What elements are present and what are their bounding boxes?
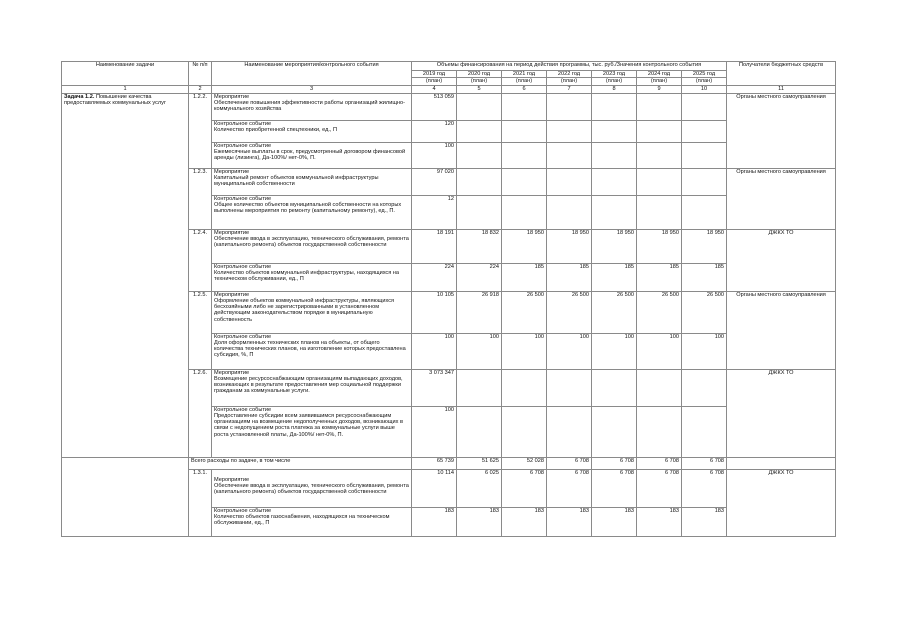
value-cell <box>547 120 592 142</box>
event-cell <box>212 195 412 229</box>
header-year-2025 <box>682 71 727 86</box>
total-recipient <box>727 457 836 469</box>
year-label: 2025 год <box>682 71 726 78</box>
value-cell: 18 950 <box>637 229 682 263</box>
event-cell <box>212 93 412 120</box>
event-text: Контрольное событие Предоставление субсидии всем заявившимся ресурсоснабжающим организациям на возмещение недополученных доходов, возникающих в связи с недопущением роста платежа за коммунальные услуги выше роста установленной платы, Да-100%/ нет-0%, П. <box>214 406 403 438</box>
value-cell: 18 950 <box>502 229 547 263</box>
event-cell <box>212 263 412 291</box>
event-text: Контрольное событие Ежемесячные выплаты в срок, предусмотренный договором финансовой аренды (лизинга), Да-100%/ нет-0%, П. <box>214 142 406 162</box>
value-cell: 100 <box>412 406 457 457</box>
value-cell <box>637 195 682 229</box>
event-text: Контрольное событие Количество приобретенной спецтехники, ед., П <box>214 120 338 133</box>
header-year-2020 <box>457 71 502 86</box>
value-cell: 183 <box>682 507 727 536</box>
value-cell: 100 <box>637 333 682 369</box>
value-cell <box>637 93 682 120</box>
value-cell: 185 <box>547 263 592 291</box>
value-cell <box>547 369 592 406</box>
year-label: 2019 год <box>412 71 456 78</box>
header-year-2024 <box>637 71 682 86</box>
value-cell <box>457 142 502 168</box>
total-value: 6 708 <box>592 457 637 469</box>
year-plan: (план) <box>695 78 713 85</box>
header-year-2019 <box>412 71 457 86</box>
value-cell: 185 <box>502 263 547 291</box>
value-cell: 10 105 <box>412 291 457 333</box>
value-cell: 120 <box>412 120 457 142</box>
event-cell <box>212 291 412 333</box>
value-cell: 18 832 <box>457 229 502 263</box>
value-cell: 6 025 <box>457 469 502 507</box>
column-number: 3 <box>212 85 412 93</box>
value-cell <box>637 142 682 168</box>
value-cell <box>637 168 682 195</box>
value-cell <box>457 168 502 195</box>
event-text: Мероприятие Капитальный ремонт объектов коммунальной инфраструктуры муниципальной собственности <box>214 168 379 188</box>
value-cell <box>592 93 637 120</box>
value-cell: 513 059 <box>412 93 457 120</box>
item-number: 1.3.1. <box>189 469 212 536</box>
event-cell <box>212 168 412 195</box>
year-plan: (план) <box>650 78 668 85</box>
value-cell: 26 500 <box>637 291 682 333</box>
value-cell: 183 <box>592 507 637 536</box>
total-value: 6 708 <box>547 457 592 469</box>
total-label: Всего расходы по задаче, в том числе <box>189 457 412 469</box>
header-year-2021 <box>502 71 547 86</box>
year-plan: (план) <box>560 78 578 85</box>
header-funding: Объемы финансирования на период действия программы, тыс. руб./Значения контрольного события <box>412 62 727 71</box>
value-cell: 185 <box>637 263 682 291</box>
event-cell <box>212 229 412 263</box>
value-cell: 100 <box>457 333 502 369</box>
task-1-2-title <box>62 93 189 457</box>
value-cell: 100 <box>412 333 457 369</box>
total-value: 6 708 <box>637 457 682 469</box>
task-title: Повышение качества предоставляемых коммунальных услуг <box>64 93 167 106</box>
event-text: Контрольное событие Количество объектов газоснабжения, находящихся на техническом обслуживании, ед., П <box>214 507 390 527</box>
column-number: 10 <box>682 85 727 93</box>
table-row <box>62 93 836 120</box>
value-cell: 224 <box>457 263 502 291</box>
header-row <box>62 62 836 71</box>
column-number: 9 <box>637 85 682 93</box>
event-text: Мероприятие Обеспечение ввода в эксплуатацию, технического обслуживания, ремонта (капитального ремонта) объектов государственной собственности <box>214 229 409 249</box>
value-cell: 100 <box>547 333 592 369</box>
value-cell: 183 <box>637 507 682 536</box>
year-label: 2020 год <box>457 71 501 78</box>
recipient-cell: ДЖКХ ТО <box>727 469 836 536</box>
value-cell <box>457 406 502 457</box>
value-cell: 185 <box>682 263 727 291</box>
value-cell: 10 114 <box>412 469 457 507</box>
header-number: № п/п <box>189 62 212 86</box>
total-value: 51 625 <box>457 457 502 469</box>
event-cell <box>212 142 412 168</box>
year-label: 2022 год <box>547 71 591 78</box>
total-row <box>62 457 836 469</box>
header-year-2023 <box>592 71 637 86</box>
value-cell <box>457 369 502 406</box>
value-cell <box>592 406 637 457</box>
item-number: 1.2.2. <box>189 93 212 168</box>
value-cell: 26 918 <box>457 291 502 333</box>
value-cell <box>682 93 727 120</box>
value-cell <box>682 120 727 142</box>
event-text: Мероприятие Обеспечение повышения эффективности работы организаций жилищно-коммунального хозяйства <box>214 93 405 113</box>
item-number: 1.2.4. <box>189 229 212 291</box>
value-cell: 100 <box>412 142 457 168</box>
event-cell <box>212 333 412 369</box>
value-cell <box>502 369 547 406</box>
event-cell <box>212 369 412 406</box>
value-cell: 18 950 <box>592 229 637 263</box>
value-cell <box>457 195 502 229</box>
value-cell <box>502 93 547 120</box>
value-cell <box>457 120 502 142</box>
value-cell: 26 500 <box>592 291 637 333</box>
recipient-cell: Органы местного самоуправления <box>727 291 836 369</box>
value-cell <box>637 369 682 406</box>
value-cell: 12 <box>412 195 457 229</box>
event-text: Мероприятие Возмещение ресурсоснабжающим организациям выпадающих доходов, возникающих в результате предоставления мер социальной поддержки гражданам за коммунальные услуги. <box>214 369 403 395</box>
value-cell <box>502 406 547 457</box>
event-cell <box>212 507 412 536</box>
value-cell <box>547 406 592 457</box>
value-cell <box>592 142 637 168</box>
value-cell: 224 <box>412 263 457 291</box>
value-cell <box>547 93 592 120</box>
item-number: 1.2.5. <box>189 291 212 369</box>
event-text: Контрольное событие Доля оформленных технических планов на объекты, от общего количества технических планов, на изготовление которых предоставлена субсидия, %, П <box>214 333 406 359</box>
recipient-cell: ДЖКХ ТО <box>727 229 836 291</box>
event-text: Мероприятие Обеспечение ввода в эксплуатацию, технического обслуживания, ремонта (капитального ремонта) объектов государственной собственности <box>214 476 409 496</box>
total-value: 6 708 <box>682 457 727 469</box>
value-cell <box>682 369 727 406</box>
value-cell: 18 950 <box>547 229 592 263</box>
event-cell <box>212 469 412 507</box>
event-cell <box>212 120 412 142</box>
value-cell: 100 <box>502 333 547 369</box>
year-plan: (план) <box>515 78 533 85</box>
total-value: 52 028 <box>502 457 547 469</box>
value-cell <box>592 120 637 142</box>
year-label: 2023 год <box>592 71 636 78</box>
item-number: 1.2.3. <box>189 168 212 229</box>
value-cell <box>502 168 547 195</box>
value-cell <box>502 120 547 142</box>
value-cell: 185 <box>592 263 637 291</box>
year-label: 2024 год <box>637 71 681 78</box>
total-value: 65 739 <box>412 457 457 469</box>
value-cell <box>637 120 682 142</box>
event-cell <box>212 406 412 457</box>
value-cell <box>502 195 547 229</box>
value-cell <box>457 93 502 120</box>
value-cell <box>682 142 727 168</box>
event-text: Мероприятие Оформление объектов коммунальной инфраструктуры, являющихся бесхозяйными либо не зарегистрированными в установленном действующим законодательством порядке в муниципальную собственность <box>214 291 395 323</box>
column-number: 6 <box>502 85 547 93</box>
column-number: 5 <box>457 85 502 93</box>
task-number: Задача 1.2. <box>64 93 95 100</box>
item-number: 1.2.6. <box>189 369 212 457</box>
value-cell <box>592 369 637 406</box>
year-plan: (план) <box>425 78 443 85</box>
year-plan: (план) <box>605 78 623 85</box>
value-cell <box>682 168 727 195</box>
value-cell <box>547 195 592 229</box>
value-cell: 6 708 <box>592 469 637 507</box>
column-number: 2 <box>189 85 212 93</box>
value-cell: 183 <box>412 507 457 536</box>
column-number-row <box>62 85 836 93</box>
event-text: Контрольное событие Общее количество объектов муниципальной собственности на которых выполнены мероприятия по ремонту (капитальному ремонту), ед., П. <box>214 195 402 215</box>
value-cell: 183 <box>457 507 502 536</box>
recipient-cell: Органы местного самоуправления <box>727 168 836 229</box>
value-cell: 18 950 <box>682 229 727 263</box>
year-plan: (план) <box>470 78 488 85</box>
value-cell <box>682 195 727 229</box>
value-cell <box>637 406 682 457</box>
recipient-cell: ДЖКХ ТО <box>727 369 836 457</box>
value-cell <box>682 406 727 457</box>
value-cell <box>547 168 592 195</box>
value-cell <box>592 195 637 229</box>
value-cell <box>502 142 547 168</box>
value-cell: 6 708 <box>637 469 682 507</box>
header-recipients: Получатели бюджетных средств <box>727 62 836 86</box>
value-cell: 97 020 <box>412 168 457 195</box>
value-cell: 26 500 <box>547 291 592 333</box>
value-cell: 6 708 <box>502 469 547 507</box>
task-1-3-title <box>62 457 189 536</box>
year-label: 2021 год <box>502 71 546 78</box>
value-cell: 100 <box>682 333 727 369</box>
value-cell: 6 708 <box>682 469 727 507</box>
header-task-name: Наименование задачи <box>62 62 189 86</box>
value-cell: 100 <box>592 333 637 369</box>
column-number: 1 <box>62 85 189 93</box>
value-cell <box>592 168 637 195</box>
column-number: 4 <box>412 85 457 93</box>
value-cell: 26 500 <box>682 291 727 333</box>
column-number: 8 <box>592 85 637 93</box>
value-cell: 183 <box>502 507 547 536</box>
value-cell <box>547 142 592 168</box>
value-cell: 183 <box>547 507 592 536</box>
value-cell: 3 073 347 <box>412 369 457 406</box>
event-text: Контрольное событие Количество объектов коммунальной инфраструктуры, находящихся на техническом обслуживании, ед., П <box>214 263 400 283</box>
value-cell: 6 708 <box>547 469 592 507</box>
column-number: 7 <box>547 85 592 93</box>
recipient-cell: Органы местного самоуправления <box>727 93 836 168</box>
value-cell: 18 191 <box>412 229 457 263</box>
program-table <box>61 61 836 537</box>
column-number: 11 <box>727 85 836 93</box>
header-event-name: Наименование мероприятия/контрольного события <box>212 62 412 86</box>
value-cell: 26 500 <box>502 291 547 333</box>
header-year-2022 <box>547 71 592 86</box>
